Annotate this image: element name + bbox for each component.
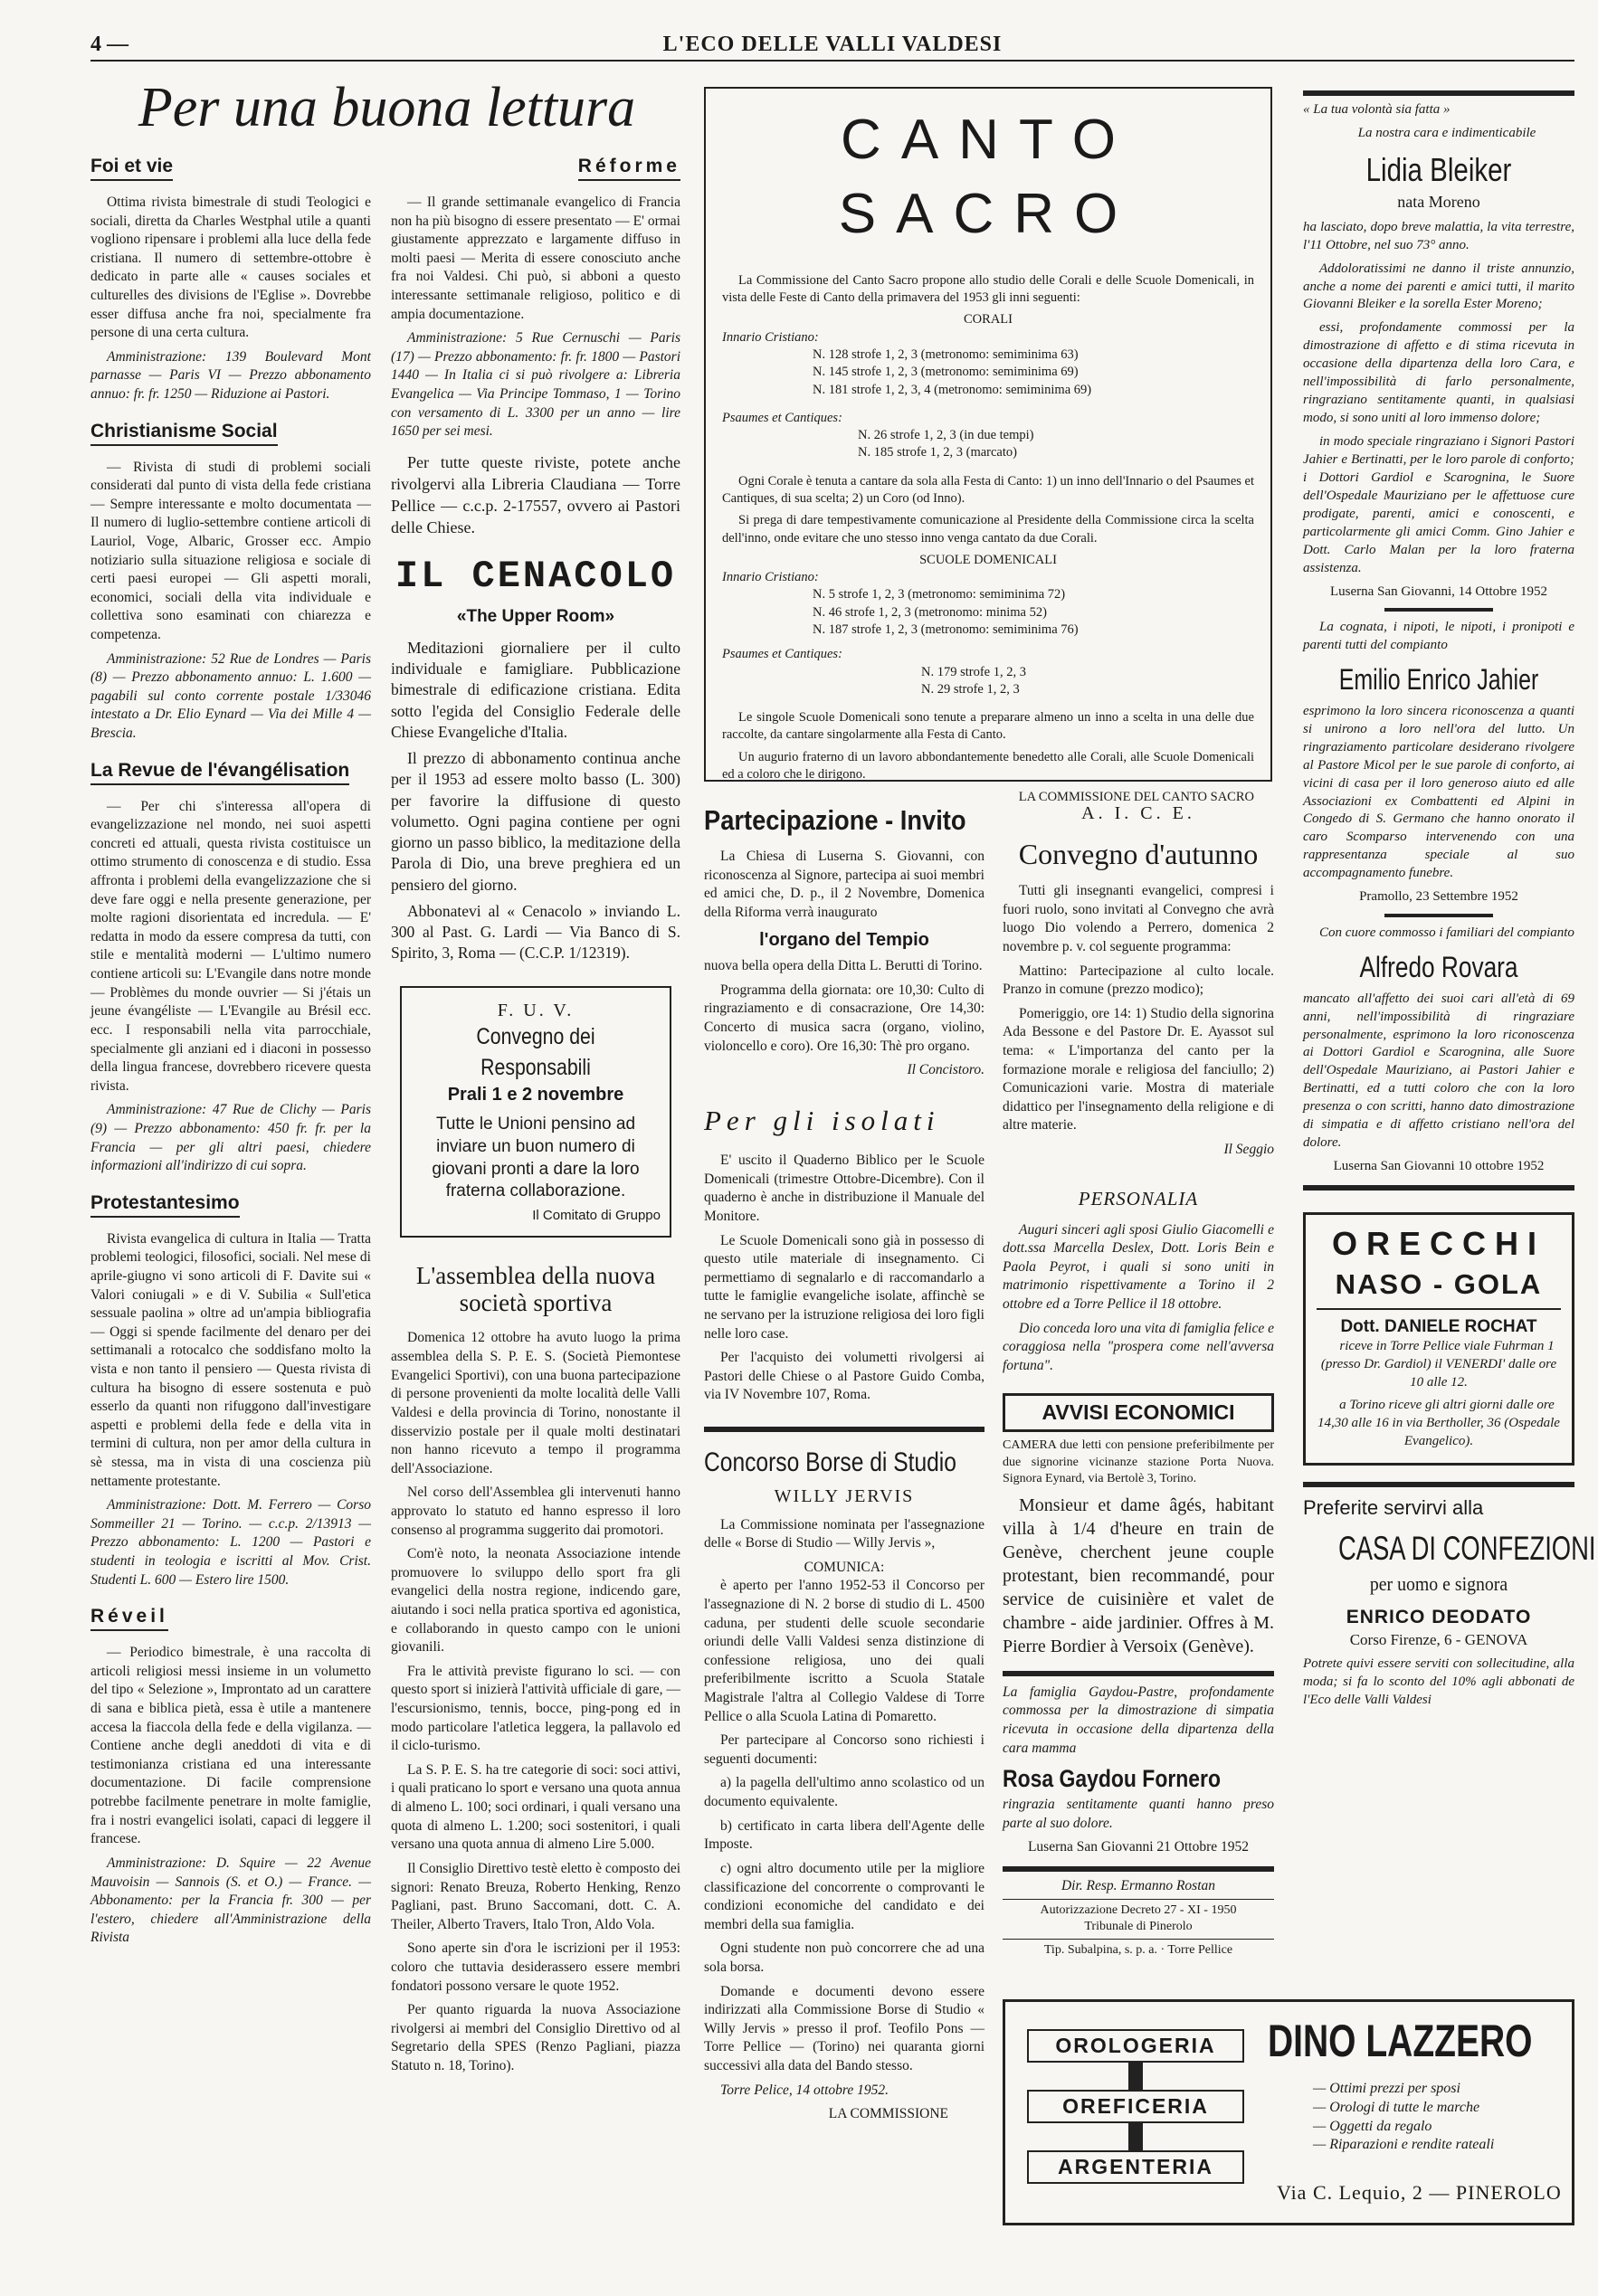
cenacolo-title: IL CENACOLO xyxy=(395,554,677,598)
bleiker-nee: nata Moreno xyxy=(1397,192,1480,211)
reveil-heading: Réveil xyxy=(90,1604,168,1631)
lazzero-i4: — Riparazioni e rendite rateali xyxy=(1313,2137,1495,2153)
page-number: 4 — xyxy=(90,33,128,56)
canto-c3: N. 181 strofe 1, 2, 3, 4 (metronomo: semiminima 69) xyxy=(813,382,1092,397)
aice-sign: Il Seggio xyxy=(1223,1142,1274,1158)
rovara-lead: Con cuore commosso i familiari del compianto xyxy=(1319,925,1574,941)
partecipazione-p2: nuova bella opera della Ditta L. Berutti di Torino. xyxy=(704,958,983,974)
avvisi-title: AVVISI ECONOMICI xyxy=(1003,1393,1274,1432)
concorso-p3: Per partecipare al Concorso sono richiesti i seguenti documenti: xyxy=(704,1732,984,1767)
concorso-p1: La Commissione nominata per l'assegnazione delle « Borse di Studio — Willy Jervis », xyxy=(704,1516,984,1551)
cenacolo-p3: Abbonatevi al « Cenacolo » inviando L. 300 al Past. G. Lardi — Via Banco di S. Spirito, 3, Roma — (C.C.P. 1/12319). xyxy=(391,901,680,963)
cenacolo-p1: Meditazioni giornaliere per il culto individuale e famigliare. Pubblicazione bimestrale di edificazione cristiana. Edita sotto l'egida del Consiglio Federale delle Chiese Evangeliche d'Italia. xyxy=(391,638,680,741)
canto-sacro-box xyxy=(704,87,1272,805)
canto-innario-2: Innario Cristiano: xyxy=(722,570,819,585)
column-1 xyxy=(90,145,371,1953)
assemblea-p5: La S. P. E. S. ha tre categorie di soci: soci attivi, i quali praticano lo sport e versano una quota annua di almeno L. 100; soci ordinari, i quali versano una quota di almeno L. 1.200; soci sostenitori, i quali versano una quota annua di almeno Lire 5.000. xyxy=(391,1761,680,1853)
lettura-closing: Per tutte queste riviste, potete anche rivolgervi alla Libreria Claudiana — Torre Pellice — c.c.p. 2-17557, ovvero ai Pastori delle Chiese. xyxy=(391,452,680,536)
lettura-title: Per una buona lettura xyxy=(138,77,636,138)
lazzero-i1: — Ottimi prezzi per sposi xyxy=(1313,2081,1460,2096)
reforme-admin: Amministrazione: 5 Rue Cernuschi — Paris (17) — Prezzo abbonamento: fr. fr. 1800 — Pastori 1440 — In Italia ci si può rivolgere a: Libreria Evangelica — Via Principe Tommaso, 1 — Torino con versamento di L. 3300 per un anno — lire 1650 per sei mesi. xyxy=(391,330,680,440)
rovara-name: Alfredo Rovara xyxy=(1359,951,1518,984)
casa-addr: Corso Firenze, 6 - GENOVA xyxy=(1349,1630,1528,1648)
avvisi-p2: Monsieur et dame âgés, habitant villa à 1/4 d'heure en train de Genève, cherchent jeune couple protestant, bien recommandé, pour service de cuisinière et valet de chambre - aide jardinier. Offres à M. Pierre Bordier à Versoix (Genève). xyxy=(1003,1494,1274,1656)
canto-psaumes-2: Psaumes et Cantiques: xyxy=(722,647,842,662)
canto-p4: Un augurio fraterno di un lavoro abbondantemente benedetto alle Corali, alle Scuole Domenicali ed a coloro che le dirigono. xyxy=(722,749,1254,782)
column-4 xyxy=(1003,802,1274,1959)
assemblea-p8: Per quanto riguarda la nuova Associazione rivolgersi ai membri del Consiglio Direttivo od al Segretario della SPES (Renzo Pagliani, piazza Statuto n. 18, Torino). xyxy=(391,2002,680,2073)
reforme-text: — Il grande settimanale evangelico di Francia non ha più bisogno di essere presentato — E' ormai giustamente apprezzato e largamente diffuso in molti paesi — Merita di essere conosciuto anche fra noi Valdesi. Chi può, si abboni a questo interessante settimanale religioso, politico e di ampia documentazione. xyxy=(391,194,680,322)
foi-text: Ottima rivista bimestrale di studi Teologici e sociali, diretta da Charles Westphal utile a quanti vogliono ripensare i problemi alla luce della fede cristiana. Il numero di settembre-ottobre è dedicato in parte alle « causes sociales et culturelles des divisions de l'Eglise ». Dovrebbe esser diffusa anche fra noi, specialmente fra persone di una certa cultura. xyxy=(90,194,371,341)
column-5 xyxy=(1303,90,1596,1715)
concorso-comunica: COMUNICA: xyxy=(804,1559,885,1575)
canto-s4: N. 179 strofe 1, 2, 3 xyxy=(921,664,1026,679)
concorso-p4: a) la pagella dell'ultimo anno scolastico od un documento equivalente. xyxy=(704,1775,984,1810)
assemblea-p3: Com'è noto, la neonata Associazione intende promuovere lo sviluppo dello sport fra gli evangelici della nostra regione, indicendo gare, aiutando i soci nella pratica sportiva ed agonistica, e collaborando in questo campo con le unioni giovanili. xyxy=(391,1546,680,1656)
rochat-p1: riceve in Torre Pellice viale Fuhrman 1 (presso Dr. Gardiol) il VENERDI' dalle ore 10 alle 12. xyxy=(1320,1339,1557,1390)
assemblea-p6: Il Consiglio Direttivo testè eletto è composto dei signori: Renato Breuza, Roberto Henking, Renzo Pagliani, past. Bruno Saccomani, dott. C. A. Theiler, Alberto Travers, Italo Tron, Aldo Vola. xyxy=(391,1860,680,1932)
rochat-doc: Dott. DANIELE ROCHAT xyxy=(1340,1317,1537,1337)
prot-heading: Protestantesimo xyxy=(90,1191,240,1218)
fuv-sign: Il Comitato di Gruppo xyxy=(532,1208,661,1224)
cs-admin: Amministrazione: 52 Rue de Londres — Paris (8) — Prezzo abbonamento annuo: L. 1.600 — pagabili sul conto corrente postale 1/33046 intestato a Dr. Elio Eynard — Via dei Mille 4 — Brescia. xyxy=(90,650,371,742)
lazzero-ad xyxy=(1003,1999,1574,2225)
assemblea-p4: Fra le attività previste figurano lo sci. — con questo sport si inizierà l'attività ufficiale di gare, — l'escursionismo, tennis, bocce, ping-pong ed in modo particolare l'atletica leggera, la pallavolo ed il ciclo-turismo. xyxy=(391,1663,680,1754)
lazzero-w1: OROLOGERIA xyxy=(1027,2029,1244,2063)
casa-lead: Preferite servirvi alla xyxy=(1303,1496,1484,1520)
fuv-org: F. U. V. xyxy=(497,1000,575,1020)
gaydou-date: Luserna San Giovanni 21 Ottobre 1952 xyxy=(1027,1839,1250,1855)
jahier-p1: esprimono la loro sincera riconoscenza a quanti si unirono a loro nell'ora del lutto. Un ringraziamento particolare desiderano rivolgere al Pastore Micol per le sue parole di conforto, ai vicini di casa per il loro generoso aiuto ed alle Associazioni ex Combattenti ed Alpini in Congedo di S. Germano che hanno onorato il caro Scomparso intervenendo con una rappresentanza speciale al suo accompagnamento funebre. xyxy=(1303,703,1574,881)
aice-org: A. I. C. E. xyxy=(1081,803,1195,823)
prot-text: Rivista evangelica di cultura in Italia — Tratta problemi teologici, filosofici, sociali. Nel mese di aprile-giugno vi sono articoli di F. Davite sui « Valori coniugali » e di V. Subilia « Sull'etica sessuale paolina » oltre ad un'ampia bibliografia — Oggi si spende facilmente del denaro per dei settimanali a rotocalco che soddisfano molto la vista e non tanto il pensiero — Questa rivista di cultura ha bisogno di essere sostenuta e può esserlo da quanti non rifuggono dall'investigare aspetti e problemi della fede e della vita in termini di cultura, non per amor della cultura in sè stessa, ma in vista di una coscienza più nettamente protestante. xyxy=(90,1230,371,1489)
fuv-text: Tutte le Unioni pensino ad inviare un buon numero di giovani pronti a dare la loro fraterna collaborazione. xyxy=(432,1115,640,1201)
rochat-h2: NASO - GOLA xyxy=(1317,1266,1561,1310)
isolati-p3: Per l'acquisto dei volumetti rivolgersi ai Pastori delle Chiese o al Pastore Guido Comba, via IV Novembre 107, Roma. xyxy=(704,1350,984,1403)
lazzero-i3: — Oggetti da regalo xyxy=(1313,2118,1432,2134)
page-header xyxy=(90,33,1574,62)
column-2 xyxy=(391,145,680,2082)
bleiker-name: Lidia Bleiker xyxy=(1365,150,1512,188)
concorso-subtitle: WILLY JERVIS xyxy=(774,1485,915,1506)
canto-s2: N. 46 strofe 1, 2, 3 (metronomo: minima 52) xyxy=(813,604,1047,620)
rochat-p2: a Torino riceve gli altri giorni dalle ore 14,30 alle 16 in via Bertholler, 36 (Ospedale Evangelico). xyxy=(1317,1398,1560,1449)
canto-title: CANTO SACRO xyxy=(838,109,1138,246)
canto-innario-1: Innario Cristiano: xyxy=(722,329,819,345)
concorso-p5: b) certificato in carta libera dell'Agente delle Imposte. xyxy=(704,1817,984,1853)
canto-intro: La Commissione del Canto Sacro propone allo studio delle Corali e delle Scuole Domenicali, in vista delle Feste di Canto della primavera del 1953 gli inni seguenti: xyxy=(722,272,1254,306)
isolati-p1: E' uscito il Quaderno Biblico per le Scuole Domenicali (trimestre Ottobre-Dicembre). Con il quaderno è anche in distribuzione il Manuale del Monitore. xyxy=(704,1153,984,1224)
concorso-p2: è aperto per l'anno 1952-53 il Concorso per l'assegnazione di N. 2 borse di studio di L. 4500 caduna, per studenti delle scuole secondarie oriundi delle Valli Valdesi senza distinzione di confessione religiosa, uno dei quali preferibilmente iscritto a Scuola Statale Magistrale l'altra al Collegio Valdese di Torre Pellice o alla Scuola Latina di Pomaretto. xyxy=(704,1578,984,1724)
lazzero-items xyxy=(1313,2080,1494,2155)
bleiker-p2: Addoloratissimi ne danno il triste annunzio, anche a nome dei parenti e amici tutti, il marito Giovanni Bleiker e la sorella Ester Moreno; xyxy=(1303,261,1574,312)
reforme-heading: Réforme xyxy=(578,154,680,181)
canto-c2: N. 145 strofe 1, 2, 3 (metronomo: semiminima 69) xyxy=(813,365,1079,380)
concorso-p7: Ogni studente non può concorrere che ad una sola borsa. xyxy=(704,1940,984,1975)
colophon-dir: Dir. Resp. Ermanno Rostan xyxy=(1061,1878,1216,1894)
assemblea-title: L'assemblea della nuova società sportiva xyxy=(415,1262,656,1316)
lettura-section xyxy=(90,76,683,140)
cs-heading: Christianisme Social xyxy=(90,419,278,446)
canto-s5: N. 29 strofe 1, 2, 3 xyxy=(921,681,1020,697)
fuv-date: Prali 1 e 2 novembre xyxy=(447,1084,624,1105)
canto-p2: Si prega di dare tempestivamente comunicazione al Presidente della Commissione circa la scelta dell'inno, onde evitare che uno stesso inno venga cantato da due Corali. xyxy=(722,513,1254,546)
partecipazione-sign: Il Concistoro. xyxy=(907,1062,984,1078)
rochat-box xyxy=(1303,1212,1574,1466)
prot-admin: Amministrazione: Dott. M. Ferrero — Corso Sommeiller 21 — Torino. — c.c.p. 2/13913 — Prezzo abbonamento: L. 1200 — Pastori e studenti in teologia e iscritti al Mov. Crist. Studenti L. 600 — Estero lire 1500. xyxy=(90,1497,371,1588)
assemblea-p7: Sono aperte sin d'ora le iscrizioni per il 1953: coloro che tuttavia desiderassero essere membri fondatori possono versare le quote 1952. xyxy=(391,1940,680,1994)
canto-s3: N. 187 strofe 1, 2, 3 (metronomo: semiminima 76) xyxy=(813,621,1079,637)
concorso-title: Concorso Borse di Studio xyxy=(704,1447,956,1478)
bleiker-p1: ha lasciato, dopo breve malattia, la vita terrestre, l'11 Ottobre, nel suo 73° anno. xyxy=(1303,219,1574,252)
aice-p2: Mattino: Partecipazione al culto locale. Pranzo in comune (prezzo modico); xyxy=(1003,963,1274,998)
rochat-h1: ORECCHI xyxy=(1331,1225,1546,1263)
concorso-p6: c) ogni altro documento utile per la migliore classificazione del concorrente o comprovanti le condizioni economiche del candidato e dei membri della sua famiglia. xyxy=(704,1860,984,1932)
lazzero-name: DINO LAZZERO xyxy=(1268,2016,1533,2066)
bleiker-quote: « La tua volontà sia fatta » xyxy=(1303,102,1451,117)
partecipazione-title: Partecipazione - Invito xyxy=(704,804,966,836)
newspaper-name: L'ECO DELLE VALLI VALDESI xyxy=(662,33,1003,56)
casa-note: Potrete quivi essere serviti con sollecitudine, alla moda; si fa lo sconto del 10% agli abbonati de l'Eco delle Valli Valdesi xyxy=(1303,1656,1574,1708)
canto-p1: Ogni Corale è tenuta a cantare da sola alla Festa di Canto: 1) un inno dell'Innario o del Psaumes et Cantiques, di sua scelta; 2) un Coro (od Inno). xyxy=(722,473,1254,506)
gaydou-p2: ringrazia sentitamente quanti hanno preso parte al suo dolore. xyxy=(1003,1797,1274,1831)
canto-c4: N. 26 strofe 1, 2, 3 (in due tempi) xyxy=(858,428,1034,443)
concorso-sign: LA COMMISSIONE xyxy=(828,2106,948,2122)
canto-scuole: SCUOLE DOMENICALI xyxy=(919,552,1057,567)
bleiker-date: Luserna San Giovanni, 14 Ottobre 1952 xyxy=(1330,583,1547,599)
bleiker-p4: in modo speciale ringraziano i Signori Pastori Jahier e Bertinatti, per le loro parole di conforto; i Dottori Gardiol e Scarognina, le Suore dell'Ospedale Mauriziano per le affettuose cure prodigate, parenti, amici e conoscenti, e particolarmente gli amici Comm. Gino Jahier e Dott. Carlo Malan per la loro fraterna assistenza. xyxy=(1303,434,1574,575)
canto-p3: Le singole Scuole Domenicali sono tenute a preparare almeno un inno a scelta in una delle due raccolte, da cantare singolarmente alla Festa di Canto. xyxy=(722,710,1254,743)
reveil-text: — Periodico bimestrale, è una raccolta di articoli religiosi messi insieme in un volumetto del tipo « Selezione », Improntato ad un carattere di sana e biblica pietà, essa è utile a mantenere accesa la fiaccola della fede e della vigilanza. — Contiene anche degli aneddoti di vita e di testimonianza cristiana ed una interessante documentazione. Di facile comprensione potrebbe facilmente penetrare in molte famiglie, fra i nostri evangelici isolati, capaci di leggere il francese. xyxy=(90,1645,371,1847)
lazzero-boxes xyxy=(1027,2029,1244,2184)
personalia-title: PERSONALIA xyxy=(1078,1187,1199,1210)
isolati-p2: Le Scuole Domenicali sono già in possesso di questo utile materiale di insegnamento. Ci permettiamo di segnalarlo e di raccomandarlo a tutte le famiglie evangeliche isolate, affinchè se ne servano per la istruzione religiosa dei loro figli nelle loro case. xyxy=(704,1232,984,1342)
personalia-p2: Dio conceda loro una vita di famiglia felice e coraggiosa nella "prospera come nell'avversa fortuna". xyxy=(1003,1320,1274,1373)
aice-p1: Tutti gli insegnanti evangelici, compresi i fuori ruolo, sono invitati al Convegno che avrà luogo Dio volendo a Perrero, domenica 2 novembre p. v. col seguente programma: xyxy=(1003,883,1274,954)
assemblea-p1: Domenica 12 ottobre ha avuto luogo la prima assemblea della S. P. E. S. (Società Piemontese Evangelici Sportivi), con una buona partecipazione di persone provenienti da molte località delle Valli Valdesi e della provincia di Torino, nonostante il disservizio postale per il quale molti destinatari non hanno ricevuto a tempo il programma dell'Associazione. xyxy=(391,1330,680,1476)
aice-title: Convegno d'autunno xyxy=(1018,837,1259,870)
rev-text: — Per chi s'interessa all'opera di evangelizzazione nel mondo, nei suoi aspetti concreti ed attuali, questa rivista costituisce un ottimo strumento di conoscenza e di studio. Essa affronta i problemi della evangelizzazione che si deve fare oggi e nella presente generazione, per molte ragioni disorientata ed incredula. — E' redatta in modo da essere compresa da tutti, con stile e mentalità moderni — L'ultimo numero contiene articoli su: L'Evangile dans notre monde — Problèmes du monde ouvrier — Si j'étais un jeune évangéliste — L'Evangile au Brésil ecc. ecc. I responsabili nella vita parrocchiale, specialmente gli anziani ed i diaconi in possesso della lingua francese, dovrebbero ricevere questa rivista. xyxy=(90,798,371,1094)
jahier-lead: La cognata, i nipoti, le nipoti, i pronipoti e parenti tutti del compianto xyxy=(1303,620,1574,653)
fuv-title: Convegno dei Responsabili xyxy=(476,1024,595,1080)
gaydou-p1: La famiglia Gaydou-Pastre, profondamente commossa per la dimostrazione di simpatia ricevuta in occasione della dipartenza della cara mamma xyxy=(1003,1684,1274,1756)
gaydou-name: Rosa Gaydou Fornero xyxy=(1003,1765,1222,1793)
avvisi-p1: CAMERA due letti con pensione preferibilmente per due signorine vicinanze stazione Porta Nuova. Signora Eynard, via Bertolè 3, Torino. xyxy=(1003,1438,1274,1486)
casa-sub: per uomo e signora xyxy=(1369,1572,1508,1596)
lazzero-addr: Via C. Lequio, 2 — PINEROLO xyxy=(1277,2181,1562,2204)
lazzero-w2: OREFICERIA xyxy=(1027,2090,1244,2123)
jahier-name: Emilio Enrico Jahier xyxy=(1338,663,1539,697)
partecipazione-p3: Programma della giornata: ore 10,30: Culto di ringraziamento e di consacrazione, Ore 14,30: Concerto di musica sacra (organo, violino, violoncello e coro). Ore 16,30: Thè pro organo. xyxy=(704,982,984,1054)
column-3 xyxy=(704,802,984,2124)
aice-p3: Pomeriggio, ore 14: 1) Studio della signorina Ada Bessone e del Pastore Dr. E. Ayassot sul tema: « L'importanza del canto per la formazione morale e religiosa del fanciullo; 2) Comunicazioni varie. Mostra di materiale didattico per l'insegnamento della religione e di altre materie. xyxy=(1003,1005,1274,1134)
canto-psaumes-1: Psaumes et Cantiques: xyxy=(722,410,842,425)
colophon-tip: Tip. Subalpina, s. p. a. · Torre Pellice xyxy=(1043,1942,1233,1957)
colophon-trib: Tribunale di Pinerolo xyxy=(1084,1920,1193,1934)
casa-owner: ENRICO DEODATO xyxy=(1346,1606,1532,1627)
reveil-admin: Amministrazione: D. Squire — 22 Avenue Mauvoisin — Sannois (S. et O.) — France. — Abbonamento: per la Francia fr. 300 — per l'estero, chiedere all'Amministrazione della Rivista xyxy=(90,1855,371,1946)
rev-admin: Amministrazione: 47 Rue de Clichy — Paris (9) — Prezzo abbonamento: 450 fr. fr. per la Francia — per gli altri paesi, chiedere informazioni all'indirizzo di cui sopra. xyxy=(90,1102,371,1174)
casa-name: CASA DI CONFEZIONI xyxy=(1338,1530,1596,1568)
bleiker-lead: La nostra cara e indimenticabile xyxy=(1357,125,1536,140)
rev-heading: La Revue de l'évangélisation xyxy=(90,758,349,785)
rovara-p1: mancato all'affetto dei suoi cari all'età di 69 anni, nell'impossibilità di ringraziare personalmente, esprimono la loro riconoscenza ai Dottori Gardiol e Scarognina, alle Suore dell'Ospedale Mauriziano, ai Pastori Jahier e Bertinatti, ed a tutti coloro che con la loro presenza o con scritti, hanno dato dimostrazione di simpatia e di affetto cristiano nell'ora del dolore. xyxy=(1303,991,1574,1151)
rovara-date: Luserna San Giovanni 10 ottobre 1952 xyxy=(1333,1159,1545,1174)
lazzero-w3: ARGENTERIA xyxy=(1027,2150,1244,2184)
partecipazione-p1: La Chiesa di Luserna S. Giovanni, con riconoscenza al Signore, partecipa ai suoi membri ed amici che, D. p., il 2 Novembre, Domenica della Riforma verrà inaugurato xyxy=(704,849,984,921)
cs-text: — Rivista di studi di problemi sociali considerati dal punto di vista della fede cristiana — Sempre interessante e molto documentata — Il numero di luglio-settembre contiene articoli di Lauriol, Voge, Albaric, Grosser ecc. Ampio notiziario sulla situazione religiosa e sociale di certi paesi europei — Gli aspetti morali, economici, sociali della vita individuale e collettiva sono esaminati con chiarezza e competenza. xyxy=(90,459,371,643)
concorso-p8: Domande e documenti devono essere indirizzati alla Commissione Borse di Studio « Willy Jervis » presso il prof. Teofilo Pons — Torre Pellice — (Torino) nei quaranta giorni successivi alla data del Bando stesso. xyxy=(704,1983,984,2073)
fuv-box xyxy=(400,986,671,1238)
foi-heading: Foi et vie xyxy=(90,154,173,181)
cenacolo-p2: Il prezzo di abbonamento continua anche per il 1953 ad essere molto basso (L. 300) per favorire la diffusione di questo volumetto. Ogni pagina contiene per ogni giorno un passo biblico, la meditazione della Parola di Dio, una breve preghiera ed un pensiero del giorno. xyxy=(391,749,680,894)
partecipazione-sub: l'organo del Tempio xyxy=(759,929,929,950)
canto-c5: N. 185 strofe 1, 2, 3 (marcato) xyxy=(858,445,1017,460)
canto-c1: N. 128 strofe 1, 2, 3 (metronomo: semiminima 63) xyxy=(813,347,1079,363)
personalia-p1: Auguri sinceri agli sposi Giulio Giacomelli e dott.ssa Marcella Deslex, Dott. Loris Bein e Paola Peyrot, i quali si sono uniti in matrimonio rispettivamente a Torino il 2 ottobre ed a Torre Pellice il 18 ottobre. xyxy=(1003,1221,1274,1313)
foi-admin: Amministrazione: 139 Boulevard Mont parnasse — Paris VI — Prezzo abbonamento annuo: fr. fr. 1250 — Riduzione ai Pastori. xyxy=(90,348,371,403)
canto-s1: N. 5 strofe 1, 2, 3 (metronomo: semiminima 72) xyxy=(813,587,1066,602)
canto-corali: CORALI xyxy=(964,312,1013,327)
canto-sign: LA COMMISSIONE DEL CANTO SACRO xyxy=(1018,790,1254,805)
jahier-date: Pramollo, 23 Settembre 1952 xyxy=(1359,889,1518,905)
colophon-aut: Autorizzazione Decreto 27 - XI - 1950 xyxy=(1040,1902,1237,1917)
bleiker-p3: essi, profondamente commossi per la dimostrazione di affetto e di stima ricevuta in occasione della dipartenza della loro Cara, e nell'impossibilità di farlo personalmente, ringraziano sentitamente quanti, in qualsiasi modo, si sono uniti al loro immenso dolore; xyxy=(1303,320,1574,426)
assemblea-p2: Nel corso dell'Assemblea gli intervenuti hanno approvato lo statuto ed hanno espresso il loro consenso al programma suggerito dai promotori. xyxy=(391,1485,680,1538)
isolati-title: Per gli isolati xyxy=(704,1104,940,1136)
lazzero-i2: — Orologi di tutte le marche xyxy=(1313,2099,1480,2115)
concorso-date: Torre Pelice, 14 ottobre 1952. xyxy=(720,2082,889,2098)
cenacolo-subtitle: «The Upper Room» xyxy=(456,607,615,627)
